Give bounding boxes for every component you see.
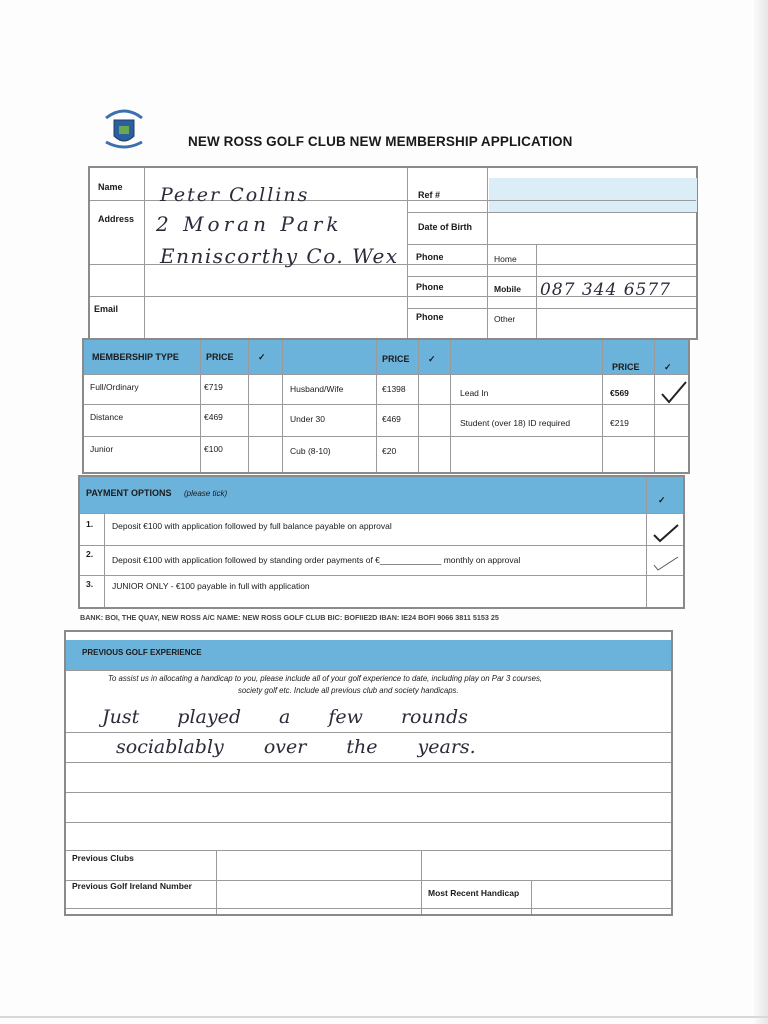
bank-details: BANK: BOI, THE QUAY, NEW ROSS A/C NAME: NEW ROSS GOLF CLUB BIC: BOFIIE2D IBAN: IE24 BOFI 9066 3811 5153 25 <box>80 613 499 622</box>
check-header-3: ✓ <box>664 362 672 372</box>
mobile-label: Mobile <box>494 284 521 294</box>
phone-label-mobile: Phone <box>416 282 444 292</box>
other-label: Other <box>494 314 516 324</box>
payment-option-text: Deposit €100 with application followed by full balance payable on approval <box>112 521 392 531</box>
option-2-tick-icon[interactable] <box>652 551 680 573</box>
membership-price: €469 <box>382 414 401 424</box>
membership-price: €1398 <box>382 384 406 394</box>
payment-option-text: Deposit €100 with application followed by standing order payments of €_____________ monthly on approval <box>112 555 521 565</box>
ref-label: Ref # <box>418 190 441 200</box>
previous-number-label: Previous Golf Ireland Number <box>72 881 192 891</box>
check-header-1: ✓ <box>258 352 266 362</box>
membership-type-header: MEMBERSHIP TYPE <box>92 352 179 362</box>
price-header-2: PRICE <box>382 354 410 364</box>
check-header-2: ✓ <box>428 354 436 364</box>
membership-price: €569 <box>610 388 629 398</box>
mobile-value[interactable]: 087 344 6577 <box>540 280 671 300</box>
phone-label-other: Phone <box>416 312 444 322</box>
membership-type-section <box>82 338 690 474</box>
previous-experience-header: PREVIOUS GOLF EXPERIENCE <box>82 648 202 657</box>
address-line-2[interactable]: Enniscorthy Co. Wex <box>160 244 399 268</box>
page-title: NEW ROSS GOLF CLUB NEW MEMBERSHIP APPLICATION <box>188 134 573 149</box>
previous-clubs-label: Previous Clubs <box>72 853 134 863</box>
payment-option-text: JUNIOR ONLY - €100 payable in full with application <box>112 581 310 591</box>
scan-bottom-line <box>0 1016 768 1018</box>
lead-in-tick-icon[interactable] <box>660 380 688 406</box>
home-label: Home <box>494 254 517 264</box>
name-label: Name <box>98 182 123 192</box>
email-label: Email <box>94 304 119 314</box>
payment-options-section <box>78 475 685 609</box>
membership-type: Distance <box>90 412 124 422</box>
experience-instructions-1: To assist us in allocating a handicap to you, please include all of your golf experience to date, including play on Par 3 courses, <box>108 674 543 683</box>
recent-handicap-label: Most Recent Handicap <box>428 888 520 898</box>
payment-options-header: PAYMENT OPTIONS <box>86 488 172 498</box>
membership-type: Under 30 <box>290 414 325 424</box>
membership-price: €20 <box>382 446 397 456</box>
payment-option-number: 1. <box>86 519 94 529</box>
previous-number-field[interactable] <box>218 882 420 908</box>
price-header-3: PRICE <box>612 362 640 372</box>
scan-edge-shadow <box>754 0 768 1024</box>
membership-price: €100 <box>204 444 223 454</box>
membership-type: Junior <box>90 444 114 454</box>
price-header-1: PRICE <box>206 352 234 362</box>
name-value[interactable]: Peter Collins <box>160 184 310 206</box>
club-crest-icon <box>100 104 148 154</box>
membership-type: Full/Ordinary <box>90 382 139 392</box>
membership-type: Student (over 18) ID required <box>460 418 571 428</box>
membership-price: €719 <box>204 382 223 392</box>
address-label: Address <box>98 214 135 224</box>
previous-clubs-field[interactable] <box>218 852 420 879</box>
dob-label: Date of Birth <box>418 222 472 232</box>
address-line-1[interactable]: 2 Moran Park <box>156 212 343 236</box>
payment-options-note: (please tick) <box>184 489 228 498</box>
recent-handicap-field[interactable] <box>533 882 669 908</box>
experience-handwritten-1[interactable]: Just played a few rounds <box>102 706 468 728</box>
membership-type: Lead In <box>460 388 489 398</box>
experience-handwritten-2[interactable]: sociablably over the years. <box>116 736 476 758</box>
membership-type: Husband/Wife <box>290 384 344 394</box>
membership-price: €469 <box>204 412 223 422</box>
payment-option-number: 2. <box>86 549 94 559</box>
membership-price: €219 <box>610 418 629 428</box>
option-1-tick-icon[interactable] <box>652 521 680 545</box>
personal-details-section <box>88 166 698 340</box>
membership-type: Cub (8-10) <box>290 446 331 456</box>
phone-label-home: Phone <box>416 252 444 262</box>
payment-option-number: 3. <box>86 579 94 589</box>
payment-check-header: ✓ <box>658 495 666 505</box>
ref-number-field[interactable] <box>489 178 697 212</box>
previous-experience-section <box>64 630 673 916</box>
experience-instructions-2: society golf etc. Include all previous club and society handicaps. <box>238 686 459 695</box>
